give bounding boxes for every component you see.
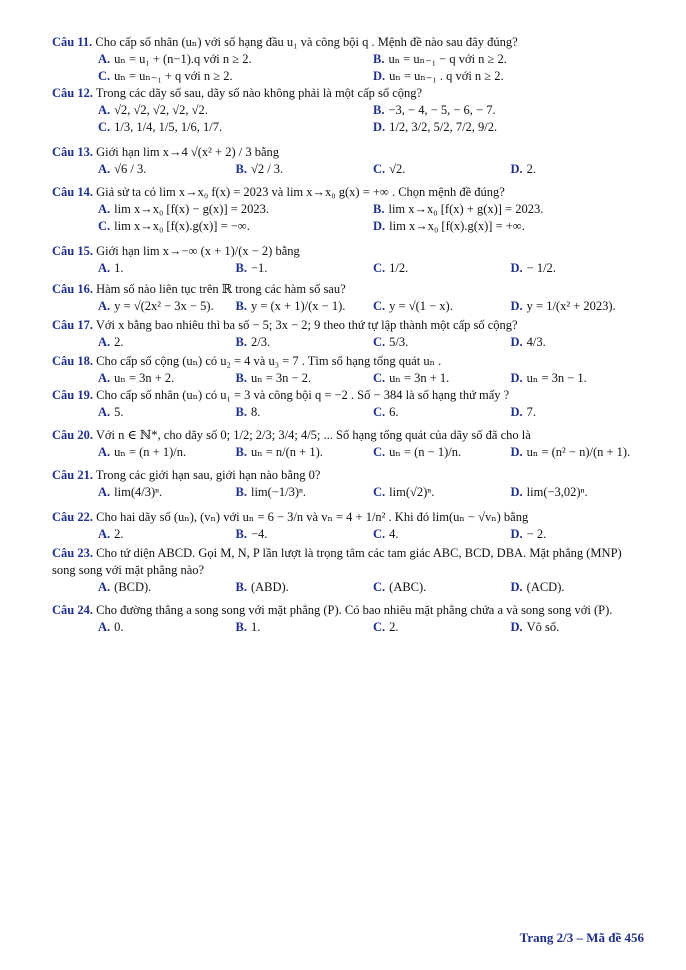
question-number: Câu 16. <box>52 282 93 296</box>
question-text <box>52 602 648 619</box>
option-letter: A. <box>98 202 111 216</box>
question-text <box>52 34 648 51</box>
answer-option <box>236 579 374 596</box>
answer-option <box>236 260 374 277</box>
option-letter: D. <box>510 162 523 176</box>
answer-option <box>373 260 511 277</box>
question-stem: Trong các giới hạn sau, giới hạn nào bằng 0? <box>92 468 321 482</box>
option-letter: C. <box>373 299 386 313</box>
question-number: Câu 18. <box>52 354 93 368</box>
answer-options <box>52 260 648 277</box>
answer-option <box>373 404 511 421</box>
option-letter: A. <box>98 335 111 349</box>
option-letter: B. <box>373 103 385 117</box>
answer-option <box>236 404 374 421</box>
answer-options <box>52 444 648 461</box>
option-letter: B. <box>235 620 247 634</box>
answer-option <box>373 102 648 119</box>
answer-option <box>98 161 236 178</box>
answer-option <box>98 298 236 315</box>
question-stem: Trong các dãy số sau, dãy số nào không phải là một cấp số cộng? <box>92 86 423 100</box>
option-text: 1/2, 3/2, 5/2, 7/2, 9/2. <box>389 120 498 134</box>
question-number: Câu 20. <box>52 428 93 442</box>
question-stem: Giới hạn lim x→−∞ (x + 1)/(x − 2) bằng <box>92 244 300 258</box>
question-stem: Cho tứ diện ABCD. Gọi M, N, P lần lượt là trọng tâm các tam giác ABC, BCD, DBA. Mặt phẳng (MNP) song song với mặt phẳng nào? <box>52 546 622 577</box>
option-text: lim(−3,02)ⁿ. <box>526 485 588 499</box>
answer-options <box>52 619 648 636</box>
answer-option <box>98 68 373 85</box>
option-text: 2/3. <box>250 335 271 349</box>
answer-option <box>373 370 511 387</box>
exam-page <box>52 34 648 636</box>
question-text <box>52 509 648 526</box>
option-text: 7. <box>526 405 537 419</box>
option-text: y = √(2x² − 3x − 5). <box>114 299 214 313</box>
answer-option <box>236 619 374 636</box>
option-text: −4. <box>250 527 268 541</box>
option-letter: D. <box>510 527 523 541</box>
option-text: uₙ = 3n − 2. <box>250 371 312 385</box>
answer-options <box>52 526 648 543</box>
option-text: (ACD). <box>526 580 565 594</box>
option-letter: D. <box>510 261 523 275</box>
option-text: 1. <box>114 261 124 275</box>
answer-option <box>511 404 649 421</box>
option-text: lim x→x₀ [f(x).g(x)] = +∞. <box>389 219 525 233</box>
answer-options <box>52 161 648 178</box>
option-text: √6 / 3. <box>114 162 147 176</box>
option-letter: A. <box>98 527 111 541</box>
option-text: 4. <box>389 527 399 541</box>
answer-options <box>52 298 648 315</box>
answer-options <box>52 334 648 351</box>
option-letter: C. <box>373 335 386 349</box>
option-letter: D. <box>510 485 523 499</box>
answer-option <box>511 298 649 315</box>
question-number: Câu 19. <box>52 388 93 402</box>
option-text: − 2. <box>526 527 547 541</box>
option-text: 2. <box>526 162 537 176</box>
option-letter: A. <box>98 103 111 117</box>
answer-option <box>373 298 511 315</box>
question-stem: Giả sử ta có lim x→x₀ f(x) = 2023 và lim x→x₀ g(x) = +∞ . Chọn mệnh đề đúng? <box>92 185 505 199</box>
option-letter: B. <box>235 485 247 499</box>
option-text: lim(−1/3)ⁿ. <box>250 485 307 499</box>
option-text: 2. <box>114 335 124 349</box>
option-text: 6. <box>389 405 399 419</box>
option-text: lim x→x₀ [f(x).g(x)] = −∞. <box>114 219 250 233</box>
option-letter: C. <box>373 620 386 634</box>
option-letter: C. <box>373 527 386 541</box>
option-text: uₙ = u₁ + (n−1).q với n ≥ 2. <box>114 52 252 66</box>
option-letter: C. <box>373 445 386 459</box>
option-letter: B. <box>235 261 247 275</box>
option-letter: C. <box>98 219 111 233</box>
answer-option <box>98 444 236 461</box>
answer-options <box>52 404 648 421</box>
option-text: √2, √2, √2, √2, √2. <box>114 103 208 117</box>
answer-option <box>98 201 373 218</box>
question-block <box>52 545 648 596</box>
question-stem: Hàm số nào liên tục trên ℝ trong các hàm số sau? <box>92 282 346 296</box>
option-text: −1. <box>250 261 268 275</box>
option-letter: C. <box>373 580 386 594</box>
answer-option <box>236 334 374 351</box>
answer-option <box>511 619 649 636</box>
option-text: 4/3. <box>526 335 546 349</box>
option-letter: D. <box>510 445 523 459</box>
answer-option <box>511 579 649 596</box>
option-letter: A. <box>98 620 111 634</box>
answer-option <box>98 404 236 421</box>
option-text: y = √(1 − x). <box>389 299 453 313</box>
answer-option <box>236 444 374 461</box>
option-letter: D. <box>373 69 386 83</box>
option-letter: B. <box>235 405 247 419</box>
question-block <box>52 317 648 351</box>
question-block <box>52 184 648 235</box>
option-text: uₙ = 3n − 1. <box>526 371 587 385</box>
option-letter: C. <box>373 261 386 275</box>
option-text: 8. <box>250 405 261 419</box>
option-text: 1. <box>250 620 261 634</box>
option-letter: D. <box>373 219 386 233</box>
answer-option <box>98 51 373 68</box>
answer-option <box>373 201 648 218</box>
option-letter: B. <box>235 445 247 459</box>
question-block <box>52 353 648 387</box>
option-letter: B. <box>235 299 247 313</box>
question-text <box>52 317 648 334</box>
option-letter: B. <box>235 335 247 349</box>
question-block <box>52 387 648 421</box>
option-letter: C. <box>98 120 111 134</box>
question-block <box>52 243 648 277</box>
answer-options <box>52 201 648 235</box>
question-number: Câu 24. <box>52 603 93 617</box>
option-letter: B. <box>235 162 247 176</box>
option-letter: A. <box>98 580 111 594</box>
question-text <box>52 184 648 201</box>
option-text: uₙ = (n + 1)/n. <box>114 445 187 459</box>
option-text: lim x→x₀ [f(x) − g(x)] = 2023. <box>114 202 270 216</box>
question-text <box>52 545 648 579</box>
option-letter: A. <box>98 371 111 385</box>
option-letter: A. <box>98 299 111 313</box>
answer-option <box>98 119 373 136</box>
question-text <box>52 144 648 161</box>
answer-option <box>511 484 649 501</box>
option-letter: B. <box>373 202 385 216</box>
option-letter: D. <box>510 335 523 349</box>
answer-option <box>98 526 236 543</box>
answer-option <box>236 161 374 178</box>
question-block <box>52 281 648 315</box>
question-number: Câu 13. <box>52 145 93 159</box>
answer-option <box>511 334 649 351</box>
option-text: (BCD). <box>114 580 152 594</box>
answer-option <box>98 484 236 501</box>
answer-option <box>373 334 511 351</box>
option-text: y = 1/(x² + 2023). <box>526 299 616 313</box>
question-block <box>52 509 648 543</box>
question-block <box>52 602 648 636</box>
option-text: uₙ = 3n + 1. <box>389 371 450 385</box>
question-text <box>52 353 648 370</box>
answer-option <box>98 102 373 119</box>
question-stem: Cho đường thẳng a song song với mặt phẳng (P). Có bao nhiêu mặt phẳng chứa a và song song với (P). <box>92 603 613 617</box>
option-text: lim x→x₀ [f(x) + g(x)] = 2023. <box>388 202 544 216</box>
answer-option <box>511 161 649 178</box>
question-stem: Cho cấp số nhân (uₙ) với số hạng đầu u₁ và công bội q . Mệnh đề nào sau đây đúng? <box>92 35 518 49</box>
question-block <box>52 427 648 461</box>
question-number: Câu 15. <box>52 244 93 258</box>
option-letter: D. <box>510 580 523 594</box>
answer-option <box>98 579 236 596</box>
question-stem: Cho hai dãy số (uₙ), (vₙ) với uₙ = 6 − 3/n và vₙ = 4 + 1/n² . Khi đó lim(uₙ − √vₙ) bằng <box>92 510 529 524</box>
option-text: uₙ = 3n + 2. <box>114 371 175 385</box>
option-text: lim(4/3)ⁿ. <box>114 485 163 499</box>
option-text: 5. <box>114 405 124 419</box>
question-text <box>52 467 648 484</box>
question-number: Câu 14. <box>52 185 93 199</box>
question-number: Câu 21. <box>52 468 93 482</box>
option-letter: D. <box>373 120 386 134</box>
option-text: uₙ = (n² − n)/(n + 1). <box>526 445 631 459</box>
page-footer: Trang 2/3 – Mã đề 456 <box>519 930 644 945</box>
question-text <box>52 243 648 260</box>
question-number: Câu 11. <box>52 35 93 49</box>
option-text: −3, − 4, − 5, − 6, − 7. <box>388 103 496 117</box>
answer-options <box>52 51 648 85</box>
question-text <box>52 387 648 404</box>
option-letter: C. <box>373 162 386 176</box>
option-letter: C. <box>373 405 386 419</box>
answer-option <box>511 370 649 387</box>
option-letter: A. <box>98 485 111 499</box>
answer-options <box>52 370 648 387</box>
answer-option <box>98 619 236 636</box>
answer-option <box>373 484 511 501</box>
answer-options <box>52 579 648 596</box>
answer-option <box>236 526 374 543</box>
option-text: uₙ = uₙ₋₁ . q với n ≥ 2. <box>389 69 504 83</box>
option-text: 5/3. <box>389 335 409 349</box>
question-stem: Với x bằng bao nhiêu thì ba số − 5; 3x − 2; 9 theo thứ tự lập thành một cấp số cộng? <box>92 318 518 332</box>
answer-option <box>236 484 374 501</box>
option-letter: B. <box>235 527 247 541</box>
option-letter: C. <box>98 69 111 83</box>
answer-option <box>98 334 236 351</box>
answer-option <box>98 370 236 387</box>
question-text <box>52 427 648 444</box>
option-text: uₙ = (n − 1)/n. <box>389 445 462 459</box>
option-text: (ABD). <box>250 580 289 594</box>
option-text: − 1/2. <box>526 261 556 275</box>
answer-option <box>236 370 374 387</box>
option-text: 1/2. <box>389 261 409 275</box>
question-text <box>52 281 648 298</box>
option-text: lim(√2)ⁿ. <box>389 485 435 499</box>
option-text: 2. <box>114 527 124 541</box>
option-letter: D. <box>510 405 523 419</box>
answer-option <box>373 526 511 543</box>
question-stem: Với n ∈ ℕ*, cho dãy số 0; 1/2; 2/3; 3/4; 4/5; ... Số hạng tổng quát của dãy số đã cho là <box>92 428 531 442</box>
answer-option <box>511 526 649 543</box>
question-block <box>52 85 648 136</box>
option-text: 2. <box>389 620 399 634</box>
option-text: √2. <box>389 162 406 176</box>
question-block <box>52 467 648 501</box>
option-text: uₙ = uₙ₋₁ + q với n ≥ 2. <box>114 69 233 83</box>
answer-option <box>511 444 649 461</box>
option-text: 0. <box>114 620 124 634</box>
option-letter: B. <box>235 371 247 385</box>
option-letter: A. <box>98 162 111 176</box>
question-stem: Cho cấp số nhân (uₙ) có u₁ = 3 và công bội q = −2 . Số − 384 là số hạng thứ mấy ? <box>92 388 510 402</box>
option-letter: A. <box>98 405 111 419</box>
option-letter: A. <box>98 52 111 66</box>
option-text: (ABC). <box>389 580 427 594</box>
option-text: Vô số. <box>526 620 560 634</box>
answer-options <box>52 484 648 501</box>
option-letter: C. <box>373 371 386 385</box>
answer-option <box>373 161 511 178</box>
question-number: Câu 12. <box>52 86 93 100</box>
question-number: Câu 22. <box>52 510 93 524</box>
option-letter: A. <box>98 445 111 459</box>
question-stem: Cho cấp số cộng (uₙ) có u₂ = 4 và u₃ = 7 . Tìm số hạng tổng quát uₙ . <box>92 354 442 368</box>
option-letter: B. <box>235 580 247 594</box>
answer-option <box>373 51 648 68</box>
answer-option <box>373 444 511 461</box>
answer-option <box>511 260 649 277</box>
answer-options <box>52 102 648 136</box>
answer-option <box>98 218 373 235</box>
option-letter: A. <box>98 261 111 275</box>
option-letter: D. <box>510 620 523 634</box>
question-number: Câu 23. <box>52 546 93 560</box>
question-block <box>52 34 648 85</box>
question-stem: Giới hạn lim x→4 √(x² + 2) / 3 bằng <box>92 145 280 159</box>
answer-option <box>373 619 511 636</box>
option-text: y = (x + 1)/(x − 1). <box>250 299 346 313</box>
answer-option <box>373 579 511 596</box>
question-block <box>52 144 648 178</box>
answer-option <box>236 298 374 315</box>
option-letter: D. <box>510 371 523 385</box>
option-text: 1/3, 1/4, 1/5, 1/6, 1/7. <box>114 120 223 134</box>
question-text <box>52 85 648 102</box>
question-number: Câu 17. <box>52 318 93 332</box>
option-text: uₙ = uₙ₋₁ − q với n ≥ 2. <box>388 52 507 66</box>
option-text: √2 / 3. <box>250 162 284 176</box>
answer-option <box>373 218 648 235</box>
option-letter: B. <box>373 52 385 66</box>
answer-option <box>373 119 648 136</box>
option-letter: C. <box>373 485 386 499</box>
answer-option <box>373 68 648 85</box>
option-text: uₙ = n/(n + 1). <box>250 445 323 459</box>
answer-option <box>98 260 236 277</box>
option-letter: D. <box>510 299 523 313</box>
